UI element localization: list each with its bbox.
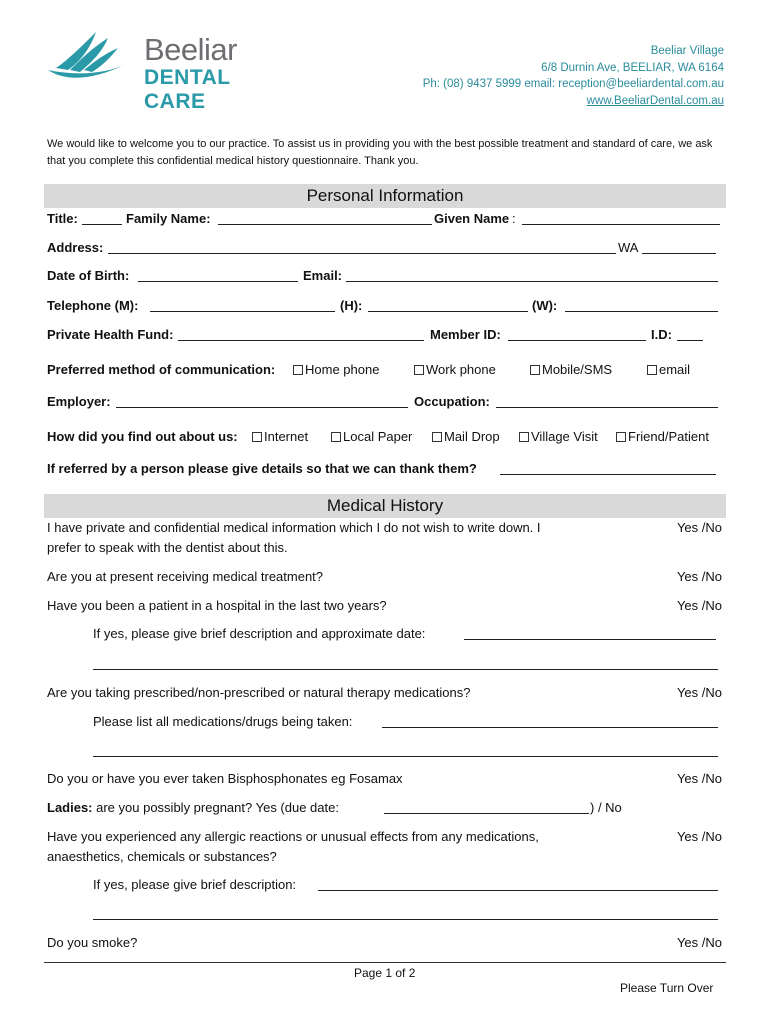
comm-option-work-phone[interactable]: Work phone (414, 362, 496, 377)
given-name-field[interactable] (522, 224, 720, 225)
title-label: Title: (47, 211, 78, 226)
medical-q3-yes-no[interactable]: Yes /No (676, 598, 722, 613)
telephone-mobile-label: Telephone (M): (47, 298, 139, 313)
found-option-internet[interactable]: Internet (252, 429, 308, 444)
referred-label: If referred by a person please give details so that we can thank them? (47, 461, 477, 476)
medical-q5: Do you or have you ever taken Bisphosphonates eg Fosamax (47, 771, 403, 786)
medical-q1-yes-no[interactable]: Yes /No (676, 520, 722, 535)
how-found-label: How did you find out about us: (47, 429, 238, 444)
found-option-village-visit[interactable]: Village Visit (519, 429, 598, 444)
referred-field[interactable] (500, 474, 716, 475)
medical-q3-detail-field-2[interactable] (93, 669, 718, 670)
section-heading-personal: Personal Information (44, 184, 726, 208)
health-fund-field[interactable] (178, 340, 424, 341)
telephone-mobile-field[interactable] (150, 311, 335, 312)
telephone-home-field[interactable] (368, 311, 528, 312)
employer-label: Employer: (47, 394, 111, 409)
logo-word-dental-care: DENTAL CARE (144, 66, 231, 113)
medical-q4-yes-no[interactable]: Yes /No (676, 685, 722, 700)
medical-q7-detail-field-2[interactable] (93, 919, 718, 920)
telephone-work-label: (W): (532, 298, 558, 313)
logo-word-beeliar: Beeliar (144, 32, 237, 67)
id-label: I.D: (651, 327, 672, 342)
logo-leaf-icon (46, 30, 136, 90)
checkbox-icon[interactable] (616, 432, 626, 442)
medical-q8-yes-no[interactable]: Yes /No (676, 935, 722, 950)
medical-q5-yes-no[interactable]: Yes /No (676, 771, 722, 786)
medical-q2-yes-no[interactable]: Yes /No (676, 569, 722, 584)
please-turn-over: Please Turn Over (620, 981, 714, 995)
contact-location: Beeliar Village (650, 45, 724, 57)
contact-phone-email: Ph: (08) 9437 5999 email: reception@beeliardental.com.au (422, 78, 724, 90)
employer-field[interactable] (116, 407, 408, 408)
logo (46, 30, 296, 113)
dob-label: Date of Birth: (47, 268, 130, 283)
section-heading-medical: Medical History (44, 494, 726, 518)
address-field[interactable] (108, 253, 616, 254)
found-option-friend-patient[interactable]: Friend/Patient (616, 429, 709, 444)
given-name-label: Given Name (434, 211, 510, 226)
address-label: Address: (47, 240, 104, 255)
contact-block (423, 43, 724, 109)
family-name-label: Family Name: (126, 211, 211, 226)
medical-q3: Have you been a patient in a hospital in the last two years? (47, 598, 387, 613)
given-name-colon: : (512, 211, 516, 226)
medical-q4-detail-field-2[interactable] (93, 756, 718, 757)
dob-field[interactable] (138, 281, 298, 282)
checkbox-icon[interactable] (647, 365, 657, 375)
title-field[interactable] (82, 224, 122, 225)
medical-q8: Do you smoke? (47, 935, 138, 950)
occupation-field[interactable] (496, 407, 718, 408)
member-id-field[interactable] (508, 340, 646, 341)
medical-q7-detail-label: If yes, please give brief description: (93, 877, 297, 892)
comm-option-home-phone[interactable]: Home phone (293, 362, 379, 377)
checkbox-icon[interactable] (530, 365, 540, 375)
medical-q4-detail-field[interactable] (382, 727, 718, 728)
medical-q6 (47, 800, 339, 815)
medical-q6-end: ) / No (590, 800, 622, 815)
comm-option-mobile-sms[interactable]: Mobile/SMS (530, 362, 612, 377)
medical-q7-line1: Have you experienced any allergic reactions or unusual effects from any medications, (47, 829, 539, 844)
checkbox-icon[interactable] (331, 432, 341, 442)
medical-q6-bold: Ladies: (47, 800, 93, 815)
checkbox-icon[interactable] (252, 432, 262, 442)
id-field[interactable] (677, 340, 703, 341)
due-date-field[interactable] (384, 813, 589, 814)
occupation-label: Occupation: (414, 394, 490, 409)
communication-label: Preferred method of communication: (47, 362, 276, 377)
intro-text: We would like to welcome you to our practice. To assist us in providing you with the best possible treatment and standard of care, we ask that you complete this confidential medical history questionnaire. Thank you. (47, 138, 713, 167)
medical-q4-detail-label: Please list all medications/drugs being taken: (93, 714, 353, 729)
email-field[interactable] (346, 281, 718, 282)
telephone-work-field[interactable] (565, 311, 718, 312)
medical-q2: Are you at present receiving medical treatment? (47, 569, 324, 584)
member-id-label: Member ID: (430, 327, 501, 342)
medical-q7-yes-no[interactable]: Yes /No (676, 829, 722, 844)
checkbox-icon[interactable] (414, 365, 424, 375)
medical-q3-detail-field[interactable] (464, 639, 716, 640)
found-option-local-paper[interactable]: Local Paper (331, 429, 412, 444)
website-link[interactable]: www.BeeliarDental.com.au (586, 94, 724, 107)
footer-divider (44, 962, 726, 963)
contact-address: 6/8 Durnin Ave, BEELIAR, WA 6164 (541, 61, 724, 74)
page-number: Page 1 of 2 (354, 966, 416, 980)
postcode-field[interactable] (642, 253, 716, 254)
family-name-field[interactable] (218, 224, 432, 225)
found-option-mail-drop[interactable]: Mail Drop (432, 429, 500, 444)
checkbox-icon[interactable] (432, 432, 442, 442)
comm-option-email[interactable]: email (647, 362, 690, 377)
medical-q3-detail-label: If yes, please give brief description and approximate date: (93, 626, 426, 641)
checkbox-icon[interactable] (519, 432, 529, 442)
medical-q6-text: are you possibly pregnant? Yes (due date: (92, 800, 339, 815)
checkbox-icon[interactable] (293, 365, 303, 375)
medical-q7-detail-field[interactable] (318, 890, 718, 891)
telephone-home-label: (H): (340, 298, 363, 313)
medical-q4: Are you taking prescribed/non-prescribed or natural therapy medications? (47, 685, 471, 700)
state-label: WA (618, 240, 639, 255)
medical-q1-line2: prefer to speak with the dentist about this. (47, 540, 288, 555)
medical-q7-line2: anaesthetics, chemicals or substances? (47, 849, 277, 864)
email-label: Email: (303, 268, 343, 283)
health-fund-label: Private Health Fund: (47, 327, 174, 342)
medical-q1-line1: I have private and confidential medical information which I do not wish to write down. I (47, 520, 541, 535)
